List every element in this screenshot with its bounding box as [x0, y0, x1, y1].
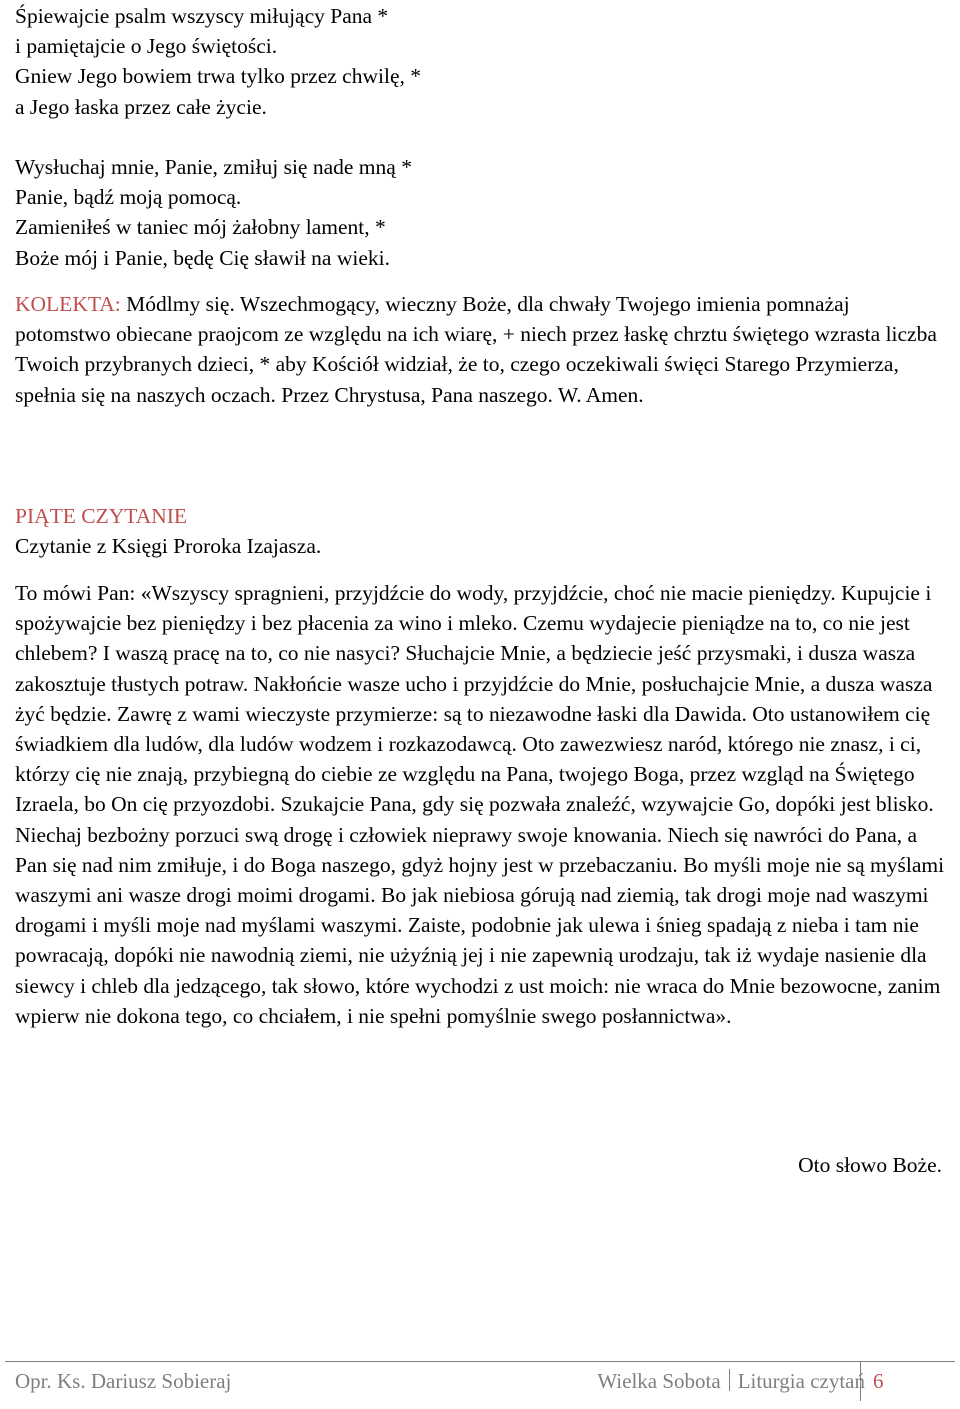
reading-body: To mówi Pan: «Wszyscy spragnieni, przyjdźcie do wody, przyjdźcie, choć nie macie pieniędzy. Kupujcie i spożywajcie bez pieniędzy i bez płacenia za wino i mleko. Czemu wydajecie pieniądze na to, co nie jest chlebem? I waszą pracę na to, co nie nasyci? Słuchajcie Mnie, a będziecie jeść przysmaki, i dusza wasza zakosztuje tłustych potraw. Nakłońcie wasze ucho i przyjdźcie do Mnie, posłuchajcie Mnie, a dusza wasza żyć będzie. Zawrę z wami wieczyste przymierze: są to niezawodne łaski dla Dawida. Oto ustanowiłem cię świadkiem dla ludów, dla ludów wodzem i rozkazodawcą. Oto zawezwiesz naród, którego nie znasz, i ci, którzy cię nie znają, przybiegną do ciebie ze względu na Pana, twojego Boga, przez wzgląd na Świętego Izraela, bo On cię przyozdobi. Szukajcie Pana, gdy się pozwała znaleźć, wzywajcie Go, dopóki jest blisko. Niechaj bezbożny porzuci swą drogę i człowiek nieprawy swoje knowania. Niech się nawróci do Pana, a Pan się nad nim zmiłuje, i do Boga naszego, gdyż hojny jest w przebaczaniu. Bo myśli moje nie są myślami waszymi ani wasze drogi moimi drogami. Bo jak niebiosa górują nad ziemią, tak drogi moje nad waszymi drogami i myśli moje nad myślami waszymi. Zaiste, podobnie jak ulewa i śnieg spadają z nieba i tam nie powracają, dopóki nie nawodnią ziemi, nie użyźnią jej i nie zapewnią urodzaju, tak iż wydaje nasienie dla siewcy i chleb dla jedzącego, tak słowo, które wychodzi z ust moich: nie wraca do Mnie bezowocne, zanim wpierw nie dokona tego, co chciałem, i nie spełni pomyślnie swego posłannictwa». [15, 581, 945, 1028]
footer-author: Opr. Ks. Dariusz Sobieraj [15, 1369, 232, 1393]
psalm-line: i pamiętajcie o Jego świętości. [15, 34, 278, 59]
footer-title [597, 1369, 865, 1394]
stanza-gap [15, 122, 945, 152]
reading-title: PIĄTE CZYTANIE [15, 504, 188, 528]
footer-divider [5, 1361, 955, 1362]
reading-source: Czytanie z Księgi Proroka Izajasza. [15, 534, 322, 559]
page-number-box [860, 1361, 957, 1401]
psalm-stanzas [15, 1, 945, 273]
reading-closing: Oto słowo Boże. [798, 1153, 942, 1177]
collect-label: KOLEKTA: [15, 292, 121, 316]
psalm-line: Wysłuchaj mnie, Panie, zmiłuj się nade mną * [15, 155, 412, 179]
psalm-line: Śpiewajcie psalm wszyscy miłujący Pana * [15, 4, 389, 28]
page-footer [0, 1369, 960, 1399]
collect-paragraph [15, 289, 945, 410]
footer-separator [729, 1369, 730, 1391]
reading-heading [15, 501, 945, 561]
footer-section: Liturgia czytań [737, 1369, 865, 1393]
psalm-line: Gniew Jego bowiem trwa tylko przez chwilę, * [15, 64, 421, 89]
psalm-line: Zamieniłeś w taniec mój żałobny lament, * [15, 215, 386, 240]
collect-text: Módlmy się. Wszechmogący, wieczny Boże, dla chwały Twojego imienia pomnażaj potomstwo obiecane praojcom ze względu na ich wiarę, + niech przez łaskę chrztu świętego wzrasta liczba Twoich przybranych dzieci, * aby Kościół widział, że to, czego oczekiwali święci Starego Przymierza, spełnia się na naszych oczach. Przez Chrystusa, Pana naszego. W. Amen. [15, 292, 937, 407]
psalm-line: a Jego łaska przez całe życie. [15, 94, 267, 119]
footer-day: Wielka Sobota [597, 1369, 721, 1393]
psalm-line: Boże mój i Panie, będę Cię sławił na wieki. [15, 245, 390, 270]
page-number: 6 [873, 1369, 884, 1393]
psalm-line: Panie, bądź moją pomocą. [15, 185, 242, 210]
